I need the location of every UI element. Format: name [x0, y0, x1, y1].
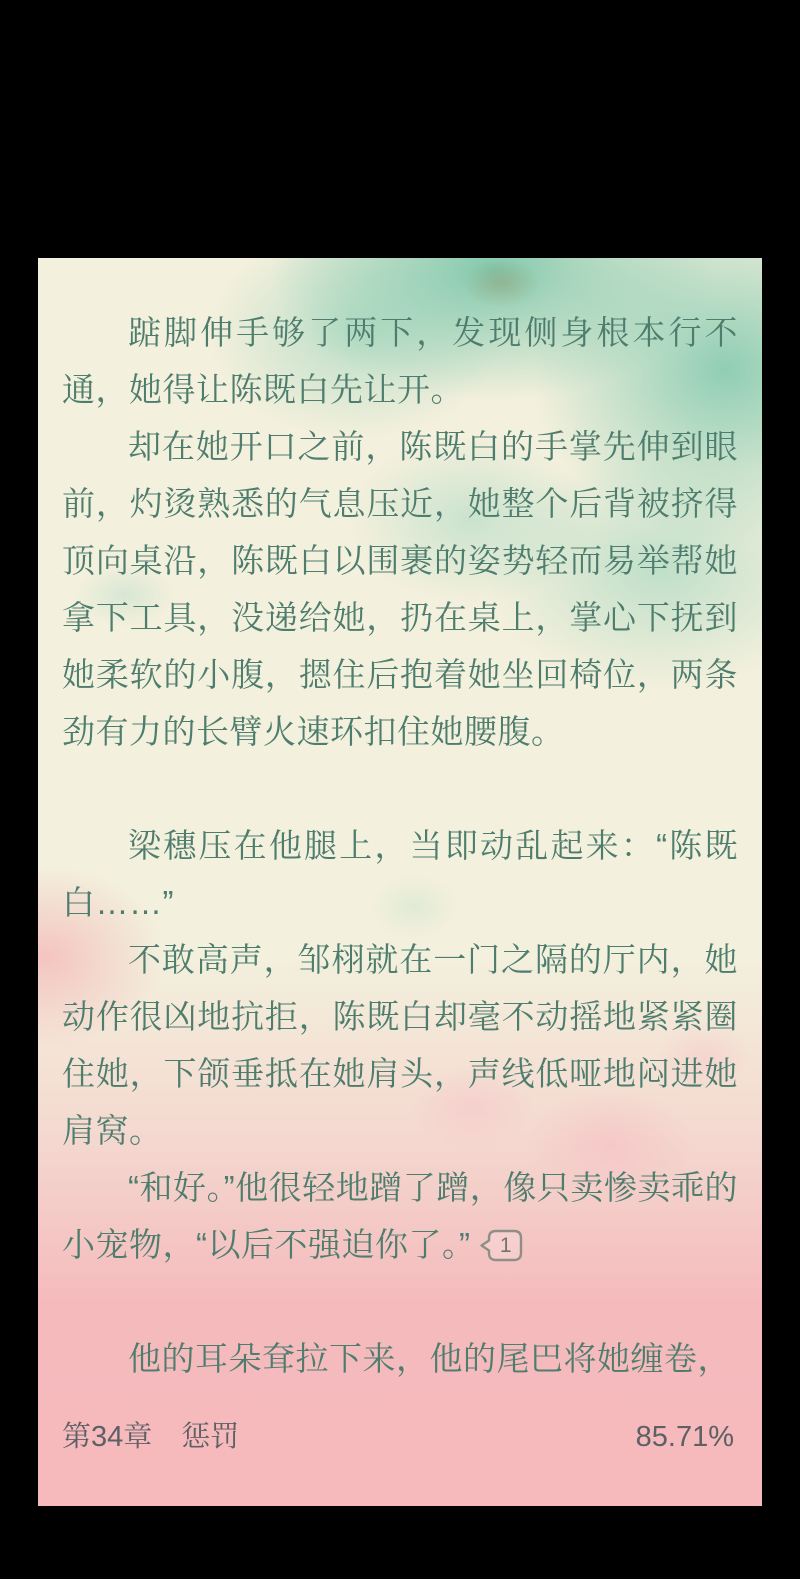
footnote-number: 1 — [499, 1234, 513, 1257]
paragraph-text: “和好。”他很轻地蹭了蹭，像只卖惨卖乖的小宠物，“以后不强迫你了。” — [62, 1169, 738, 1263]
paragraph: 他的耳朵耷拉下来，他的尾巴将她缠卷， — [128, 1340, 731, 1377]
paragraph — [62, 1159, 738, 1273]
footnote-marker[interactable] — [478, 1226, 525, 1265]
reading-progress-label: 85.71% — [635, 1421, 734, 1453]
paragraph: 梁穗压在他腿上，当即动乱起来：“陈既白……” — [62, 827, 738, 921]
chapter-title-label: 第34章 惩罚 — [62, 1421, 240, 1453]
page-text — [62, 304, 738, 1387]
paragraph: 却在她开口之前，陈既白的手掌先伸到眼前，灼烫熟悉的气息压近，她整个后背被挤得顶向桌沿，陈既白以围裹的姿势轻而易举帮她拿下工具，没递给她，扔在桌上，掌心下抚到她柔软的小腹，摁住后抱着她坐回椅位，两条劲有力的长臂火速环扣住她腰腹。 — [62, 428, 738, 750]
reader-page[interactable] — [38, 258, 762, 1506]
paragraph: 不敢高声，邹栩就在一门之隔的厅内，她动作很凶地抗拒，陈既白却毫不动摇地紧紧圈住她，下颌垂抵在她肩头，声线低哑地闷进她肩窝。 — [62, 941, 738, 1149]
reader-footer — [62, 1414, 734, 1455]
paragraph: 踮脚伸手够了两下，发现侧身根本行不通，她得让陈既白先让开。 — [62, 314, 738, 408]
